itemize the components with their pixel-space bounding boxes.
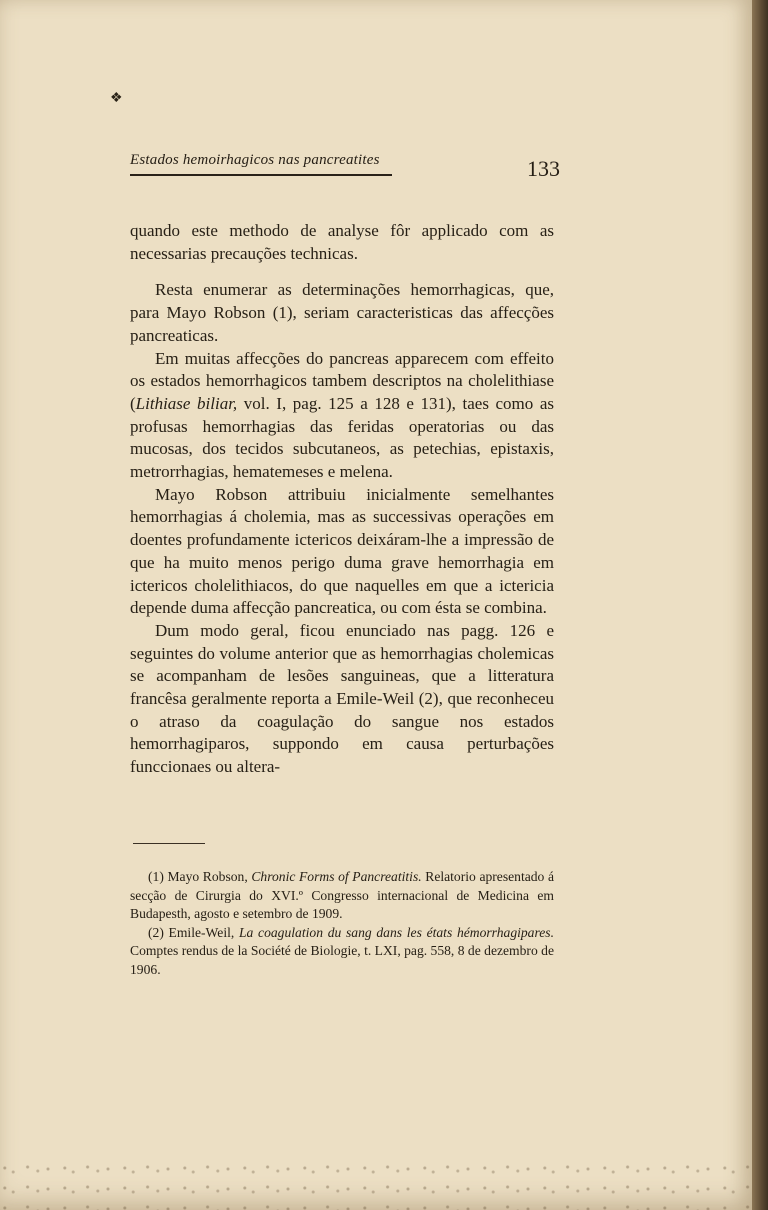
footnote-1-italic: Chronic Forms of Pancreatitis. <box>251 869 422 884</box>
paragraph-1: quando este methodo de analyse fôr applicado com as necessarias precauções technicas. <box>130 221 554 263</box>
running-title: Estados hemoirhagicos nas pancreatites <box>130 152 380 168</box>
footnote-2-start: (2) Emile-Weil, <box>148 924 239 940</box>
header-rule <box>130 174 392 176</box>
running-header <box>130 152 560 182</box>
page-number: 133 <box>527 156 560 181</box>
footnote-2 <box>130 924 554 980</box>
paragraph-4: Mayo Robson attribuiu inicialmente semelhantes hemorrhagias á cholemia, mas as successivas operações em doentes profundamente ictericos deixáram-lhe a impressão de que ha muito menos perigo duma grave hemorrhagia em ictericos cholelithiacos, do que naquelles em que a ictericia depende duma affecção pancreatica, ou com ésta se combina. <box>130 484 554 618</box>
footnotes <box>130 868 554 979</box>
paragraph-3 <box>130 348 554 484</box>
paragraph-2: Resta enumerar as determinações hemorrhagicas, que, para Mayo Robson (1), seriam caracteristicas das affecções pancreaticas. <box>130 280 554 345</box>
page-edge <box>752 0 768 1210</box>
paragraph-3-start: Em muitas affecções do pancreas apparecem com effeito os estados hemorrhagicos tambem descriptos na cholelithiase ( <box>130 348 554 413</box>
paragraph-5: Dum modo geral, ficou enunciado nas pagg. 126 e seguintes do volume anterior que as hemorrhagias cholemicas se acompanham de lesões sanguineas, que a litteratura francêsa geralmente reporta a Emile-Weil (2), que reconheceu o atraso da coagulação do sangue nos estados hemorrhagiparos, suppondo em causa perturbações funccionaes ou altera- <box>130 620 554 777</box>
footnote-1-end: Relatorio apresentado á secção de Cirurgia do XVI.º Congresso internacional de Medicina em Budapesth, agosto e setembro de 1909. <box>130 869 554 921</box>
footnote-rule <box>133 843 205 844</box>
paper-speckle <box>0 1160 752 1210</box>
paragraph-3-italic: Lithiase biliar, <box>135 393 238 413</box>
footnote-2-italic: La coagulation du sang dans les états hémorrhagipares. <box>238 924 554 940</box>
footnote-2-end: Comptes rendus de la Société de Biologie, t. LXI, pag. 558, 8 de dezembro de 1906. <box>130 943 554 977</box>
footnote-1-start: (1) Mayo Robson, <box>148 869 252 884</box>
paragraph-3-end: vol. I, pag. 125 a 128 e 131), taes como as profusas hemorrhagias das feridas operatorias ou das mucosas, dos tecidos subcutaneos, as petechias, epistaxis, metrorrhagias, hematemeses e melena. <box>130 393 555 482</box>
footnote-1 <box>130 868 554 924</box>
ink-speck-icon: ❖ <box>110 91 123 106</box>
body-text <box>130 220 554 779</box>
